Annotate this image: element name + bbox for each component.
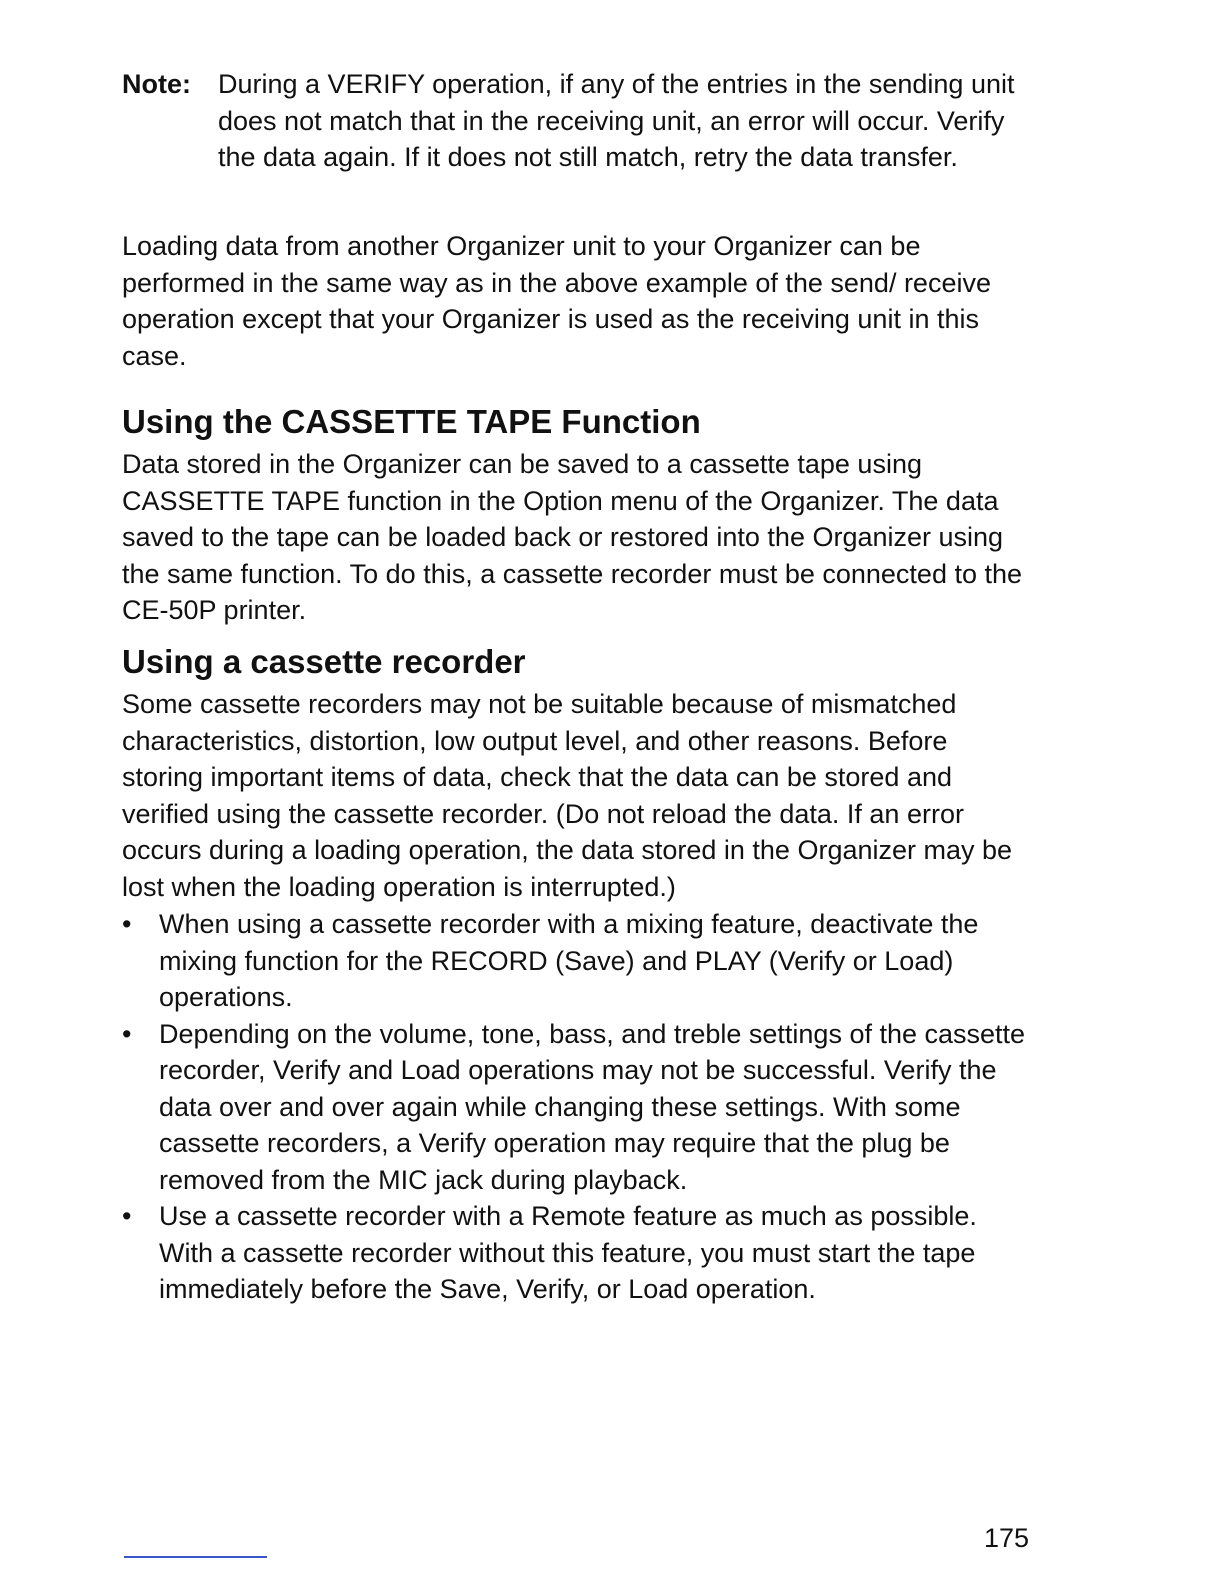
note-text: During a VERIFY operation, if any of the entries in the sending unit does not match that in the receiving unit, an error will occur. Verify the data again. If it does not still match, retry the data transfer. xyxy=(218,69,1015,172)
bullet-icon: • xyxy=(122,1018,132,1049)
list-item xyxy=(122,906,1032,1016)
cassette-tape-heading: Using the CASSETTE TAPE Function xyxy=(122,403,701,440)
loading-paragraph: Loading data from another Organizer unit to your Organizer can be performed in the same way as in the above example of the send/ receive operation except that your Organizer is used as the receiving unit in this case. xyxy=(122,231,991,371)
note-label: Note: xyxy=(122,69,191,99)
bullet-icon: • xyxy=(122,1201,132,1231)
cassette-recorder-paragraph: Some cassette recorders may not be suitable because of mismatched characteristics, distortion, low output level, and other reasons. Before storing important items of data, check that the data can be stored and verified using the cassette recorder. (Do not reload the data. If an error occurs during a loading operation, the data stored in the Organizer may be lost when the loading operation is interrupted.) xyxy=(122,689,1013,902)
cassette-tape-paragraph: Data stored in the Organizer can be saved to a cassette tape using CASSETTE TAPE function in the Option menu of the Organizer. The data saved to the tape can be loaded back or restored into the Organizer using the same function. To do this, a cassette recorder must be connected to the CE-50P printer. xyxy=(122,449,1023,625)
page-number: 175 xyxy=(984,1523,1030,1553)
list-item xyxy=(122,1016,1032,1199)
footer-rule xyxy=(124,1556,267,1558)
list-item-text: Depending on the volume, tone, bass, and treble settings of the cassette recorder, Verify and Load operations may not be successful. Verify the data over and over again while changing these settings. With some cassette recorders, a Verify operation may require that the plug be removed from the MIC jack during playback. xyxy=(159,1018,1026,1195)
list-item-text: When using a cassette recorder with a mixing feature, deactivate the mixing function for the RECORD (Save) and PLAY (Verify or Load) operations. xyxy=(159,909,979,1012)
note-block xyxy=(122,66,1022,176)
bullet-icon: • xyxy=(122,909,132,939)
recorder-tips-list xyxy=(122,906,1032,1308)
list-item-text: Use a cassette recorder with a Remote feature as much as possible. With a cassette recorder without this feature, you must start the tape immediately before the Save, Verify, or Load operation. xyxy=(159,1201,977,1304)
cassette-recorder-heading: Using a cassette recorder xyxy=(122,643,526,680)
list-item xyxy=(122,1198,1032,1308)
